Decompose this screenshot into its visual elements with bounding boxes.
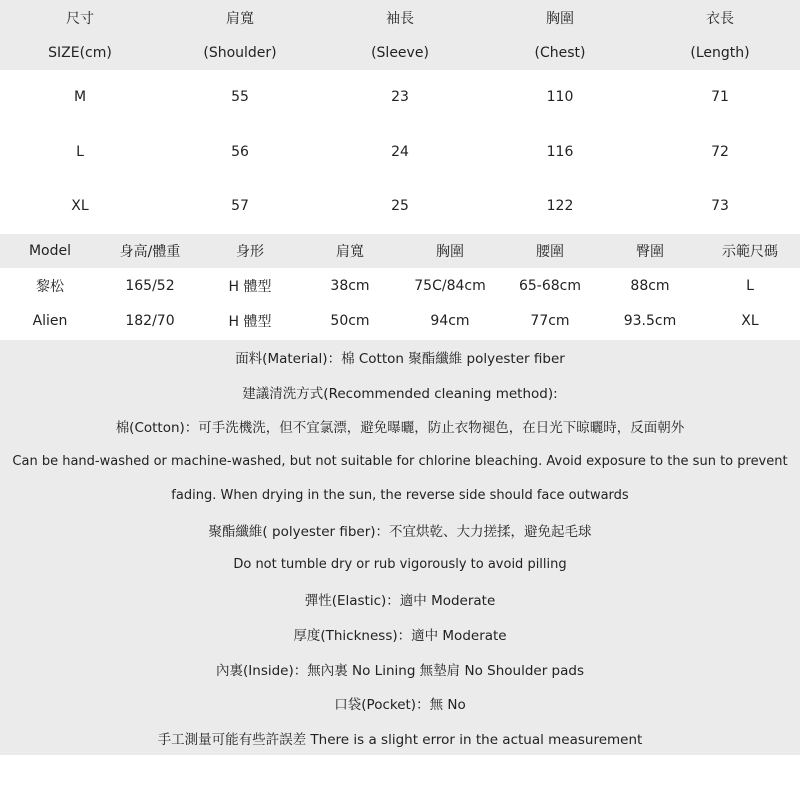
- header-shoulder-zh: 肩寬: [226, 10, 254, 27]
- chest-value: 110: [546, 89, 574, 106]
- header-size-zh: 尺寸: [66, 10, 94, 27]
- header-body-type: 身形: [236, 244, 264, 260]
- size-label: XL: [71, 198, 89, 215]
- model-name: Alien: [32, 312, 68, 329]
- table-row: [0, 125, 800, 180]
- model-chest: 75C/84cm: [414, 277, 486, 294]
- length-value: 73: [711, 198, 729, 215]
- model-hip: 88cm: [630, 277, 670, 294]
- header-worn-size: 示範尺碼: [722, 244, 778, 260]
- model-waist: 65-68cm: [518, 277, 581, 294]
- model-name: 黎松: [36, 278, 64, 295]
- model-chest: 94cm: [430, 312, 470, 329]
- model-shoulder: 38cm: [330, 277, 370, 294]
- model-height-weight: 182/70: [125, 312, 175, 329]
- model-waist: 77cm: [530, 312, 570, 329]
- model-height-weight: 165/52: [125, 277, 175, 294]
- model-shoulder: 50cm: [330, 312, 370, 329]
- header-length-en: (Length): [690, 44, 750, 61]
- sleeve-value: 25: [391, 198, 409, 215]
- model-table-header: [0, 234, 800, 268]
- model-worn-size: XL: [741, 312, 759, 329]
- header-chest-zh: 胸圍: [546, 10, 574, 27]
- elastic-line: 彈性(Elastic)：適中 Moderate: [304, 593, 496, 610]
- size-header-zh-row: [0, 0, 800, 35]
- sleeve-value: 24: [391, 143, 409, 160]
- header-shoulder: 肩寬: [336, 244, 364, 260]
- header-hip: 臀圍: [636, 244, 664, 260]
- header-chest: 胸圍: [436, 244, 464, 260]
- polyester-care-en: Do not tumble dry or rub vigorously to avoid pilling: [233, 557, 567, 573]
- cleaning-title: 建議清洗方式(Recommended cleaning method):: [242, 385, 558, 402]
- length-value: 72: [711, 143, 729, 160]
- model-body-type: H 體型: [228, 278, 272, 295]
- header-sleeve-zh: 袖長: [386, 10, 414, 27]
- size-table-header: [0, 0, 800, 70]
- header-waist: 腰圍: [536, 244, 564, 260]
- material-line: 面料(Material)：棉 Cotton 聚酯纖維 polyester fiber: [235, 351, 565, 368]
- header-model: Model: [28, 243, 72, 259]
- size-label: L: [76, 143, 84, 160]
- care-info-block: [0, 340, 800, 755]
- cotton-care-zh: 棉(Cotton)：可手洗機洗，但不宜氯漂，避免曝曬，防止衣物褪色，在日光下晾曬時，反面朝外: [115, 420, 685, 437]
- shoulder-value: 56: [231, 143, 249, 160]
- header-chest-en: (Chest): [534, 44, 586, 61]
- header-height-weight: 身高/體重: [119, 244, 181, 260]
- shoulder-value: 57: [231, 198, 249, 215]
- thickness-line: 厚度(Thickness)：適中 Moderate: [293, 628, 507, 645]
- table-row: [0, 179, 800, 234]
- size-table-body: [0, 70, 800, 234]
- size-header-en-row: [0, 35, 800, 70]
- header-length-zh: 衣長: [706, 10, 734, 27]
- table-row: [0, 70, 800, 125]
- cotton-care-en-1: Can be hand-washed or machine-washed, but not suitable for chlorine bleaching. Avoid exposure to the sun to prevent: [12, 453, 788, 469]
- length-value: 71: [711, 89, 729, 106]
- chest-value: 116: [546, 143, 574, 160]
- size-label: M: [73, 89, 87, 106]
- shoulder-value: 55: [231, 89, 249, 106]
- pocket-line: 口袋(Pocket)：無 No: [334, 697, 466, 714]
- cotton-care-en-2: fading. When drying in the sun, the reverse side should face outwards: [171, 488, 629, 504]
- measurement-error-note: 手工測量可能有些許誤差 There is a slight error in the actual measurement: [157, 731, 643, 748]
- header-sleeve-en: (Sleeve): [371, 44, 429, 61]
- polyester-care-zh: 聚酯纖維( polyester fiber)：不宜烘乾、大力搓揉，避免起毛球: [208, 524, 592, 541]
- header-shoulder-en: (Shoulder): [203, 44, 277, 61]
- table-row: [0, 303, 800, 338]
- chest-value: 122: [546, 198, 574, 215]
- model-hip: 93.5cm: [623, 312, 677, 329]
- model-worn-size: L: [746, 277, 754, 294]
- inside-line: 內裏(Inside)：無內裏 No Lining 無墊肩 No Shoulder pads: [216, 662, 584, 679]
- table-row: [0, 268, 800, 303]
- model-table: [0, 234, 800, 340]
- model-body-type: H 體型: [228, 313, 272, 330]
- header-size-en: SIZE(cm): [48, 44, 112, 61]
- sleeve-value: 23: [391, 89, 409, 106]
